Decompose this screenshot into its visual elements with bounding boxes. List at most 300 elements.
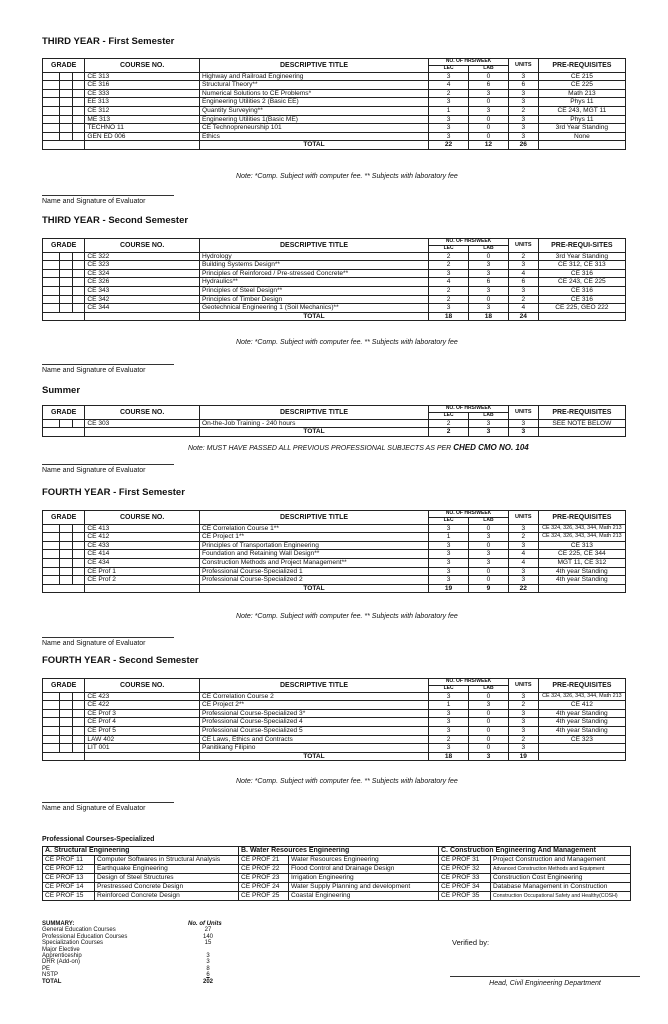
- course-no-header: COURSE NO.: [85, 406, 200, 420]
- lab-header: LAB: [469, 517, 509, 524]
- summary-units: 3: [206, 953, 210, 960]
- summary-units: 15: [204, 940, 212, 947]
- grade-cell: [72, 726, 84, 735]
- course-title: Professional Course-Specialized 1: [199, 567, 428, 576]
- units: 3: [508, 132, 538, 141]
- units: 6: [508, 81, 538, 90]
- prof-course-no: CE PROF 21: [239, 856, 289, 865]
- lab-hours: 3: [469, 269, 509, 278]
- prerequisite: CE 324, 326, 343, 344, Math 213: [538, 692, 625, 701]
- grade-cell: [60, 709, 72, 718]
- prof-course-no: CE PROF 35: [439, 892, 491, 901]
- prof-course-no: CE PROF 13: [43, 874, 95, 883]
- course-row: [43, 106, 626, 115]
- grade-cell: [43, 269, 60, 278]
- prof-course-title: Construction Occupational Safety and Healthy(COSH): [491, 892, 631, 901]
- prerequisite: CE 243, MGT 11: [538, 106, 625, 115]
- summary-units: 8: [206, 965, 210, 972]
- course-row: [43, 124, 626, 133]
- grade-header: GRADE: [43, 59, 85, 73]
- grade-cell: [72, 701, 84, 710]
- total-units: 3: [508, 428, 538, 437]
- prof-course-no: CE PROF 12: [43, 865, 95, 874]
- prof-course-title: Flood Control and Drainage Design: [289, 865, 439, 874]
- grade-cell: [60, 269, 72, 278]
- grade-cell: [43, 252, 60, 261]
- grade-cell: [43, 541, 60, 550]
- prereq-header: PRE-REQUISITES: [538, 679, 625, 693]
- course-title: Geotechnical Engineering 1 (Soil Mechanics)**: [199, 304, 428, 313]
- course-row: [43, 524, 626, 533]
- lec-hours: 2: [429, 286, 469, 295]
- prerequisite: CE 412: [538, 701, 625, 710]
- prof-course-title: Water Supply Planning and development: [289, 883, 439, 892]
- units: 4: [508, 304, 538, 313]
- semester-title: FOURTH YEAR - Second Semester: [42, 655, 199, 666]
- grade-cell: [72, 567, 84, 576]
- course-title: Highway and Railroad Engineering: [199, 72, 428, 81]
- course-table: [42, 58, 626, 150]
- grade-cell: [72, 286, 84, 295]
- lec-hours: 3: [429, 726, 469, 735]
- lab-hours: 3: [469, 701, 509, 710]
- lab-hours: 0: [469, 98, 509, 107]
- summary-category: PE: [42, 965, 51, 972]
- prof-course-no: CE PROF 15: [43, 892, 95, 901]
- grade-cell: [60, 576, 72, 585]
- total-units: 19: [508, 752, 538, 761]
- summary-units: 3: [206, 959, 210, 966]
- prerequisite: 3rd Year Standing: [538, 124, 625, 133]
- grade-cell: [72, 735, 84, 744]
- total-lec: 18: [429, 752, 469, 761]
- course-no-header: COURSE NO.: [85, 679, 200, 693]
- course-row: [43, 701, 626, 710]
- lec-hours: 2: [429, 261, 469, 270]
- course-title: Hydrology: [199, 252, 428, 261]
- units: 3: [508, 567, 538, 576]
- grade-header: GRADE: [43, 511, 85, 525]
- title-header: DESCRIPTIVE TITLE: [199, 511, 428, 525]
- grade-cell: [72, 269, 84, 278]
- lab-hours: 3: [469, 550, 509, 559]
- fee-note: Note: *Comp. Subject with computer fee. ** Subjects with laboratory fee: [236, 339, 458, 346]
- grade-cell: [43, 701, 60, 710]
- grade-cell: [72, 558, 84, 567]
- prof-course-no: CE PROF 22: [239, 865, 289, 874]
- lec-hours: 4: [429, 81, 469, 90]
- grade-cell: [72, 98, 84, 107]
- course-no: CE 423: [85, 692, 200, 701]
- course-title: CE Correlation Course 1**: [199, 524, 428, 533]
- prerequisite: MGT 11, CE 312: [538, 558, 625, 567]
- prerequisite: CE 225: [538, 81, 625, 90]
- total-lab: 3: [469, 752, 509, 761]
- hours-header: NO. OF HRS/WEEK: [429, 239, 509, 246]
- lab-header: LAB: [469, 65, 509, 72]
- lec-hours: 3: [429, 115, 469, 124]
- course-no: CE Prof 4: [85, 718, 200, 727]
- units: 3: [508, 124, 538, 133]
- course-no: CE 413: [85, 524, 200, 533]
- summary-units: 27: [204, 927, 212, 934]
- course-no: CE Prof 5: [85, 726, 200, 735]
- course-no: CE 326: [85, 278, 200, 287]
- course-title: CE Project 2**: [199, 701, 428, 710]
- grade-header: GRADE: [43, 679, 85, 693]
- grade-cell: [43, 567, 60, 576]
- grade-cell: [43, 718, 60, 727]
- grade-cell: [60, 106, 72, 115]
- specialized-row: [43, 892, 631, 901]
- course-title: Structural Theory**: [199, 81, 428, 90]
- lab-header: LAB: [469, 685, 509, 692]
- prof-course-title: Advanced Construction Methods and Equipment: [491, 865, 631, 874]
- course-row: [43, 269, 626, 278]
- course-table: [42, 405, 626, 437]
- course-no: CE 324: [85, 269, 200, 278]
- lec-header: LEC: [429, 517, 469, 524]
- grade-cell: [60, 124, 72, 133]
- grade-cell: [72, 278, 84, 287]
- units: 4: [508, 269, 538, 278]
- prerequisite: CE 225, CE 344: [538, 550, 625, 559]
- course-row: [43, 692, 626, 701]
- course-no: CE Prof 2: [85, 576, 200, 585]
- course-no: CE 303: [85, 419, 200, 428]
- grade-cell: [43, 115, 60, 124]
- grade-cell: [60, 81, 72, 90]
- grade-cell: [72, 744, 84, 753]
- specialization-group-header: B. Water Resources Engineering: [239, 847, 439, 856]
- units: 3: [508, 524, 538, 533]
- units: 3: [508, 89, 538, 98]
- grade-cell: [60, 132, 72, 141]
- grade-cell: [43, 278, 60, 287]
- grade-cell: [43, 304, 60, 313]
- lec-hours: 3: [429, 124, 469, 133]
- units: 2: [508, 533, 538, 542]
- lec-hours: 3: [429, 269, 469, 278]
- title-header: DESCRIPTIVE TITLE: [199, 679, 428, 693]
- lab-hours: 0: [469, 692, 509, 701]
- prof-course-no: CE PROF 24: [239, 883, 289, 892]
- units: 2: [508, 295, 538, 304]
- total-units: 26: [508, 141, 538, 150]
- lab-hours: 0: [469, 744, 509, 753]
- prerequisite: SEE NOTE BELOW: [538, 419, 625, 428]
- lab-hours: 3: [469, 89, 509, 98]
- course-no: CE 343: [85, 286, 200, 295]
- prof-course-title: Irrigation Engineering: [289, 874, 439, 883]
- specialized-row: [43, 865, 631, 874]
- prerequisite: CE 324, 326, 343, 344, Math 213: [538, 524, 625, 533]
- course-row: [43, 576, 626, 585]
- prof-course-no: CE PROF 34: [439, 883, 491, 892]
- course-no: CE 312: [85, 106, 200, 115]
- grade-cell: [60, 286, 72, 295]
- units: 3: [508, 576, 538, 585]
- units: 3: [508, 541, 538, 550]
- grade-cell: [60, 533, 72, 542]
- course-row: [43, 735, 626, 744]
- grade-cell: [60, 692, 72, 701]
- course-row: [43, 261, 626, 270]
- summary-category: Major Elective: [42, 946, 80, 953]
- grade-cell: [43, 98, 60, 107]
- units: 3: [508, 261, 538, 270]
- units: 3: [508, 419, 538, 428]
- grade-cell: [72, 576, 84, 585]
- grade-cell: [60, 735, 72, 744]
- course-no-header: COURSE NO.: [85, 239, 200, 253]
- prof-course-no: CE PROF 32: [439, 865, 491, 874]
- course-no: GEN ED 006: [85, 132, 200, 141]
- total-lab: 12: [469, 141, 509, 150]
- course-title: Principles of Transportation Engineering: [199, 541, 428, 550]
- course-title: Professional Course-Specialized 3*: [199, 709, 428, 718]
- grade-cell: [43, 81, 60, 90]
- course-title: Principles of Reinforced / Pre-stressed Concrete**: [199, 269, 428, 278]
- total-row: [43, 141, 626, 150]
- grade-cell: [60, 252, 72, 261]
- summary-units: 6: [206, 972, 210, 979]
- units: 3: [508, 692, 538, 701]
- title-header: DESCRIPTIVE TITLE: [199, 59, 428, 73]
- course-no: CE 344: [85, 304, 200, 313]
- prerequisite: Math 213: [538, 89, 625, 98]
- course-title: Panitikang Filipino: [199, 744, 428, 753]
- grade-cell: [60, 295, 72, 304]
- course-title: Quantity Surveying**: [199, 106, 428, 115]
- semester-title: Summer: [42, 385, 81, 396]
- grade-cell: [60, 558, 72, 567]
- prof-course-no: CE PROF 23: [239, 874, 289, 883]
- grade-cell: [72, 89, 84, 98]
- lab-hours: 3: [469, 304, 509, 313]
- lab-hours: 0: [469, 726, 509, 735]
- specialized-title: Professional Courses-Specialized: [42, 836, 155, 843]
- course-title: On-the-Job Training - 240 hours: [199, 419, 428, 428]
- grade-cell: [72, 261, 84, 270]
- lec-hours: 3: [429, 524, 469, 533]
- course-row: [43, 89, 626, 98]
- lec-header: LEC: [429, 65, 469, 72]
- grade-cell: [43, 550, 60, 559]
- units: 6: [508, 278, 538, 287]
- course-row: [43, 533, 626, 542]
- course-title: Hydraulics**: [199, 278, 428, 287]
- lab-hours: 3: [469, 106, 509, 115]
- summary-category: Professional Education Courses: [42, 933, 128, 940]
- total-label: TOTAL: [199, 584, 428, 593]
- total-label: TOTAL: [199, 428, 428, 437]
- grade-cell: [60, 524, 72, 533]
- units-summary: [42, 921, 248, 985]
- total-label: TOTAL: [199, 312, 428, 321]
- grade-cell: [72, 541, 84, 550]
- ched-reference: CHED CMO NO. 104: [453, 443, 529, 452]
- prerequisite: 4th year Standing: [538, 709, 625, 718]
- grade-cell: [43, 533, 60, 542]
- prof-course-title: Prestressed Concrete Design: [95, 883, 239, 892]
- lab-hours: 0: [469, 132, 509, 141]
- evaluator-signature-line: Name and Signature of Evaluator: [42, 802, 174, 812]
- prof-course-no: CE PROF 33: [439, 874, 491, 883]
- lab-hours: 0: [469, 541, 509, 550]
- course-row: [43, 72, 626, 81]
- prof-course-no: CE PROF 31: [439, 856, 491, 865]
- lec-hours: 2: [429, 89, 469, 98]
- lec-hours: 3: [429, 72, 469, 81]
- specialization-group-header: C. Construction Engineering And Management: [439, 847, 631, 856]
- units: 4: [508, 558, 538, 567]
- lec-hours: 2: [429, 419, 469, 428]
- lec-hours: 2: [429, 252, 469, 261]
- course-row: [43, 567, 626, 576]
- units: 4: [508, 550, 538, 559]
- course-row: [43, 81, 626, 90]
- grade-cell: [43, 106, 60, 115]
- units-label: No. of Units: [188, 921, 222, 927]
- semester-title: THIRD YEAR - Second Semester: [42, 215, 189, 226]
- units: 3: [508, 718, 538, 727]
- units: 3: [508, 286, 538, 295]
- prerequisite: 4th year Standing: [538, 718, 625, 727]
- grade-cell: [72, 132, 84, 141]
- grade-cell: [60, 261, 72, 270]
- lec-hours: 3: [429, 692, 469, 701]
- grade-cell: [43, 89, 60, 98]
- total-lec: 18: [429, 312, 469, 321]
- prof-course-no: CE PROF 11: [43, 856, 95, 865]
- prof-course-title: Database Management in Construction: [491, 883, 631, 892]
- total-row: [43, 312, 626, 321]
- course-title: CE Project 1**: [199, 533, 428, 542]
- prerequisite: 4th year Standing: [538, 567, 625, 576]
- grade-cell: [60, 701, 72, 710]
- lec-hours: 4: [429, 278, 469, 287]
- prerequisite: 3rd Year Standing: [538, 252, 625, 261]
- prerequisite: None: [538, 132, 625, 141]
- lab-hours: 0: [469, 295, 509, 304]
- grade-cell: [60, 72, 72, 81]
- lab-hours: 0: [469, 709, 509, 718]
- grade-cell: [72, 419, 84, 428]
- units: 3: [508, 72, 538, 81]
- lab-hours: 3: [469, 419, 509, 428]
- grade-cell: [43, 72, 60, 81]
- course-title: CE Correlation Course 2: [199, 692, 428, 701]
- prerequisite: CE 316: [538, 286, 625, 295]
- grade-cell: [60, 98, 72, 107]
- prerequisite: CE 313: [538, 541, 625, 550]
- lec-hours: 3: [429, 98, 469, 107]
- summary-category: Apprenticeship: [42, 953, 82, 960]
- prof-course-no: CE PROF 25: [239, 892, 289, 901]
- lec-header: LEC: [429, 685, 469, 692]
- grade-cell: [43, 709, 60, 718]
- prof-course-title: Coastal Engineering: [289, 892, 439, 901]
- grade-cell: [60, 567, 72, 576]
- course-no: TECHNO 11: [85, 124, 200, 133]
- units-header: UNITS: [508, 406, 538, 420]
- summary-category: Specialization Courses: [42, 940, 104, 947]
- prerequisite: Phys 11: [538, 115, 625, 124]
- summary-total-label: TOTAL: [42, 978, 62, 985]
- grade-header: GRADE: [43, 239, 85, 253]
- total-lec: 2: [429, 428, 469, 437]
- lab-hours: 0: [469, 115, 509, 124]
- course-row: [43, 115, 626, 124]
- summary-total: 202: [202, 978, 213, 985]
- grade-cell: [43, 735, 60, 744]
- prerequisite: CE 243, CE 225: [538, 278, 625, 287]
- lab-header: LAB: [469, 245, 509, 252]
- grade-header: GRADE: [43, 406, 85, 420]
- department-head-signature: Head, Civil Engineering Department: [450, 976, 640, 987]
- course-table: [42, 678, 626, 761]
- lec-hours: 3: [429, 718, 469, 727]
- prerequisite: CE 225, GEO 222: [538, 304, 625, 313]
- course-title: Construction Methods and Project Management**: [199, 558, 428, 567]
- course-title: Principles of Timber Design: [199, 295, 428, 304]
- grade-cell: [72, 72, 84, 81]
- course-no-header: COURSE NO.: [85, 59, 200, 73]
- course-no: CE 412: [85, 533, 200, 542]
- course-row: [43, 304, 626, 313]
- prof-course-title: Reinforced Concrete Design: [95, 892, 239, 901]
- grade-cell: [60, 419, 72, 428]
- lec-hours: 3: [429, 132, 469, 141]
- specialized-row: [43, 883, 631, 892]
- grade-cell: [60, 89, 72, 98]
- units-header: UNITS: [508, 679, 538, 693]
- lec-hours: 3: [429, 558, 469, 567]
- lec-hours: 3: [429, 576, 469, 585]
- course-no: CE 414: [85, 550, 200, 559]
- units-header: UNITS: [508, 239, 538, 253]
- summary-units: 140: [202, 933, 213, 940]
- grade-cell: [43, 419, 60, 428]
- course-row: [43, 98, 626, 107]
- units: 2: [508, 701, 538, 710]
- total-row: [43, 584, 626, 593]
- course-row: [43, 541, 626, 550]
- total-units: 24: [508, 312, 538, 321]
- prof-course-title: Design of Steel Structures: [95, 874, 239, 883]
- course-row: [43, 419, 626, 428]
- lab-hours: 3: [469, 533, 509, 542]
- grade-cell: [72, 252, 84, 261]
- evaluator-signature-line: Name and Signature of Evaluator: [42, 195, 174, 205]
- course-no: CE 313: [85, 72, 200, 81]
- grade-cell: [43, 124, 60, 133]
- course-title: Building Systems Design**: [199, 261, 428, 270]
- lec-hours: 3: [429, 744, 469, 753]
- prerequisite: 4th year Standing: [538, 726, 625, 735]
- course-row: [43, 744, 626, 753]
- grade-cell: [60, 718, 72, 727]
- units: 2: [508, 106, 538, 115]
- units: 2: [508, 252, 538, 261]
- lab-hours: 0: [469, 718, 509, 727]
- lec-hours: 3: [429, 550, 469, 559]
- grade-cell: [60, 550, 72, 559]
- course-row: [43, 709, 626, 718]
- total-lec: 22: [429, 141, 469, 150]
- fee-note: Note: *Comp. Subject with computer fee. ** Subjects with laboratory fee: [236, 613, 458, 620]
